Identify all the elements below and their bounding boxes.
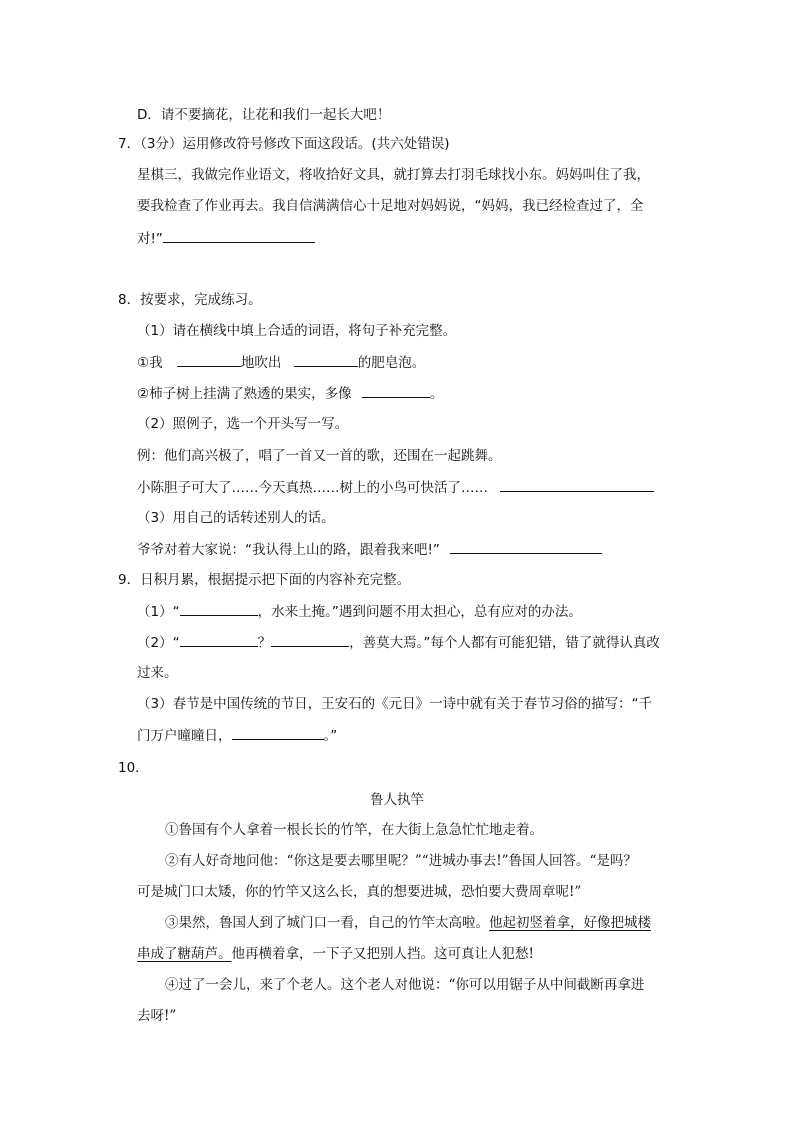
q8-prompts-text: 小陈胆子可大了……今天真热……树上的小鸟可快活了……	[137, 480, 488, 496]
q8-item1-c: 的肥皂泡。	[357, 355, 426, 371]
q10-para-1: ①鲁国有个人拿着一根长长的竹竿，在大街上急急忙忙地走着。	[165, 822, 543, 838]
q8-sub1: （1）请在横线中填上合适的词语，将句子补充完整。	[137, 323, 457, 339]
q8-header: 8．按要求，完成练习。	[118, 292, 262, 308]
q9-blank-4[interactable]	[232, 725, 324, 740]
q8-sub2: （2）照例子，选一个开头写一写。	[137, 416, 349, 432]
q7-passage-line-1: 星棋三，我做完作业语文，将收拾好文具，就打算去打羽毛球找小东。妈妈叫住了我，	[137, 167, 650, 183]
q8-blank-1[interactable]	[177, 352, 241, 367]
q8-blank-5[interactable]	[450, 539, 602, 554]
q10-para-4-line-2: 去呀!”	[137, 1008, 177, 1024]
q8-item-1	[137, 352, 425, 373]
q9-p1-a: （1）“	[137, 604, 180, 620]
q9-p2-c: ，善莫大焉。”每个人都有可能犯错，错了就得认真改	[349, 635, 660, 651]
q10-para-2-line-2: 可是城门口太矮，你的竹竿又这么长，真的想要进城，恐怕要大费周章呢!”	[137, 884, 582, 900]
q7-answer-blank[interactable]	[163, 228, 315, 243]
q9-blank-3[interactable]	[271, 632, 349, 647]
q8-prompts	[137, 477, 654, 498]
q8-quote-text: 爷爷对着大家说：“我认得上山的路，跟着我来吧!”	[137, 542, 440, 558]
q9-p1-b: ，水来土掩。”遇到问题不用太担心，总有应对的办法。	[257, 604, 582, 620]
q8-item1-b: 地吹出	[240, 355, 282, 371]
q9-p3-b: 门万户曈曈日，	[137, 728, 232, 744]
q10-para-4-line-1: ④过了一会儿，来了个老人。这个老人对他说：“你可以用锯子从中间截断再拿进	[165, 977, 645, 993]
q9-item-2	[137, 632, 660, 653]
q8-item-2	[137, 383, 443, 404]
q7-line-3-text: 对!”	[137, 231, 163, 247]
q8-example: 例：他们高兴极了，唱了一首又一首的歌，还围在一起跳舞。	[137, 448, 502, 464]
q6-option-d: D．请不要摘花，让花和我们一起长大吧！	[137, 107, 391, 123]
q10-underlined-sentence-2: 串成了糖葫芦。	[137, 946, 232, 962]
q8-blank-4[interactable]	[500, 477, 654, 492]
q8-sub3: （3）用自己的话转述别人的话。	[137, 510, 335, 526]
q9-item-1	[137, 601, 582, 622]
q9-blank-2[interactable]	[180, 632, 258, 647]
q7-passage-line-2: 要我检查了作业再去。我自信满满信心十足地对妈妈说，“妈妈，我已经检查过了，全	[137, 198, 644, 214]
q9-blank-1[interactable]	[180, 601, 258, 616]
q8-item2-a: ②柿子树上挂满了熟透的果实，多像	[137, 386, 352, 402]
q9-p3-c: 。”	[323, 728, 338, 744]
q8-item2-b: 。	[429, 386, 444, 402]
q8-item1-a: ①我	[137, 355, 163, 371]
q10-header: 10．	[118, 760, 149, 776]
q9-p2-b: ？	[257, 635, 272, 651]
q9-item-2-cont: 过来。	[137, 665, 178, 681]
q7-passage-line-3	[137, 228, 315, 249]
q8-quote	[137, 539, 602, 560]
q10-para-3-line-1	[165, 913, 651, 933]
q10-para-3-line-2	[137, 944, 534, 964]
q9-item-3: （3）春节是中国传统的节日，王安石的《元日》一诗中就有关于春节习俗的描写：“千	[137, 696, 653, 712]
q10-para-2-line-1: ②有人好奇地问他：“你这是要去哪里呢？”“进城办事去!”鲁国人回答。“是吗？	[165, 853, 637, 869]
q10-para3-b: 他再横着拿，一下子又把别人挡。这可真让人犯愁!	[231, 946, 534, 962]
q9-p2-a: （2）“	[137, 635, 180, 651]
q8-blank-2[interactable]	[294, 352, 358, 367]
q9-item-3-cont	[137, 725, 337, 746]
q7-header: 7．（3分）运用修改符号修改下面这段话。(共六处错误)	[118, 136, 450, 152]
q9-header: 9．日积月累，根据提示把下面的内容补充完整。	[118, 572, 411, 588]
q8-blank-3[interactable]	[362, 383, 430, 398]
q10-para3-a: ③果然，鲁国人到了城门口一看，自己的竹竿太高啦。	[165, 915, 489, 931]
q10-passage-title: 鲁人执竿	[370, 792, 424, 808]
q10-underlined-sentence-1: 他起初竖着拿，好像把城楼	[489, 915, 651, 931]
